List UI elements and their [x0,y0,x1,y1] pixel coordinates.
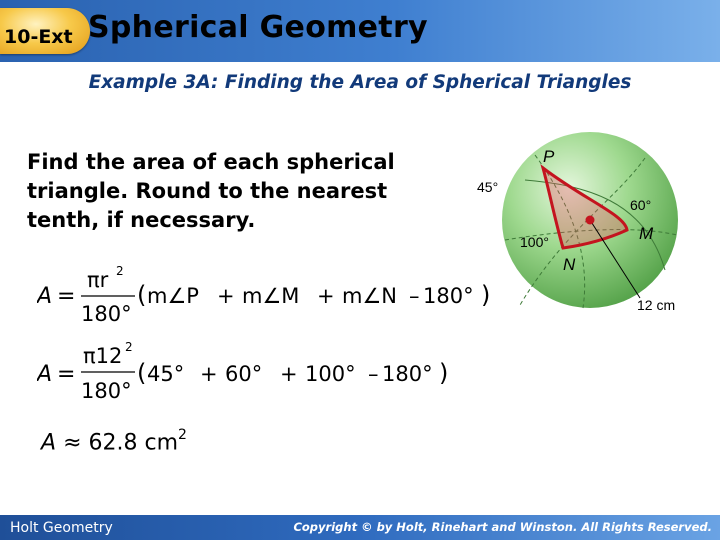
result-value: 62.8 [88,430,138,456]
angle-p-label: 45° [477,179,499,195]
formula-lhs: A [37,362,53,387]
result-unit-exponent: 2 [178,427,187,443]
formula-lhs: A [37,284,53,309]
lesson-badge-label: 10-Ext [4,26,73,48]
formula-numerator: πr [87,268,109,292]
copyright-notice: Copyright © by Holt, Rinehart and Winston. All Rights Reserved. [293,520,712,534]
minus-sign: – [409,284,420,308]
title-bar [0,0,720,62]
plus-sign: + [217,284,235,308]
term-180: 180° [382,362,433,386]
open-paren: ( [137,281,147,309]
vertex-n-label: N [563,255,576,274]
close-paren: ) [439,359,449,387]
formula-numerator-exponent: 2 [125,340,133,354]
formula-numerator-exponent: 2 [116,264,124,278]
plus-sign: + [280,362,298,386]
term-angle-m: m∠M [242,284,300,308]
open-paren: ( [137,359,147,387]
problem-instructions: Find the area of each spherical triangle. Round to the nearest tenth, if necessary. [27,150,395,232]
vertex-m-label: M [639,224,654,243]
angle-m-label: 60° [630,197,652,213]
close-paren: ) [481,281,491,309]
term-60: 60° [225,362,263,386]
lesson-title: Spherical Geometry [88,10,428,45]
term-45: 45° [147,362,185,386]
plus-sign: + [200,362,218,386]
area-result [41,429,187,455]
example-subtitle: Example 3A: Finding the Area of Spherical Triangles [88,72,632,93]
publisher-label: Holt Geometry [10,520,113,536]
sphere-center [586,216,595,225]
minus-sign: – [368,362,379,386]
substituted-formula [37,338,517,406]
lesson-badge [0,8,90,54]
vertex-p-label: P [543,147,555,166]
term-100: 100° [305,362,356,386]
radius-label: 12 cm [637,297,676,313]
formula-denominator: 180° [81,379,132,403]
approx-sign: ≈ [63,430,82,456]
footer-bar [0,515,720,540]
formula-equals: = [57,362,76,387]
plus-sign: + [317,284,335,308]
result-unit: cm [144,430,179,456]
area-formula [37,262,517,330]
result-lhs: A [41,430,57,456]
formula-numerator: π12 [83,344,123,368]
angle-n-label: 100° [520,234,549,250]
term-180: 180° [423,284,474,308]
term-angle-p: m∠P [147,284,199,308]
term-angle-n: m∠N [342,284,397,308]
formula-equals: = [57,284,76,309]
formula-denominator: 180° [81,302,132,326]
